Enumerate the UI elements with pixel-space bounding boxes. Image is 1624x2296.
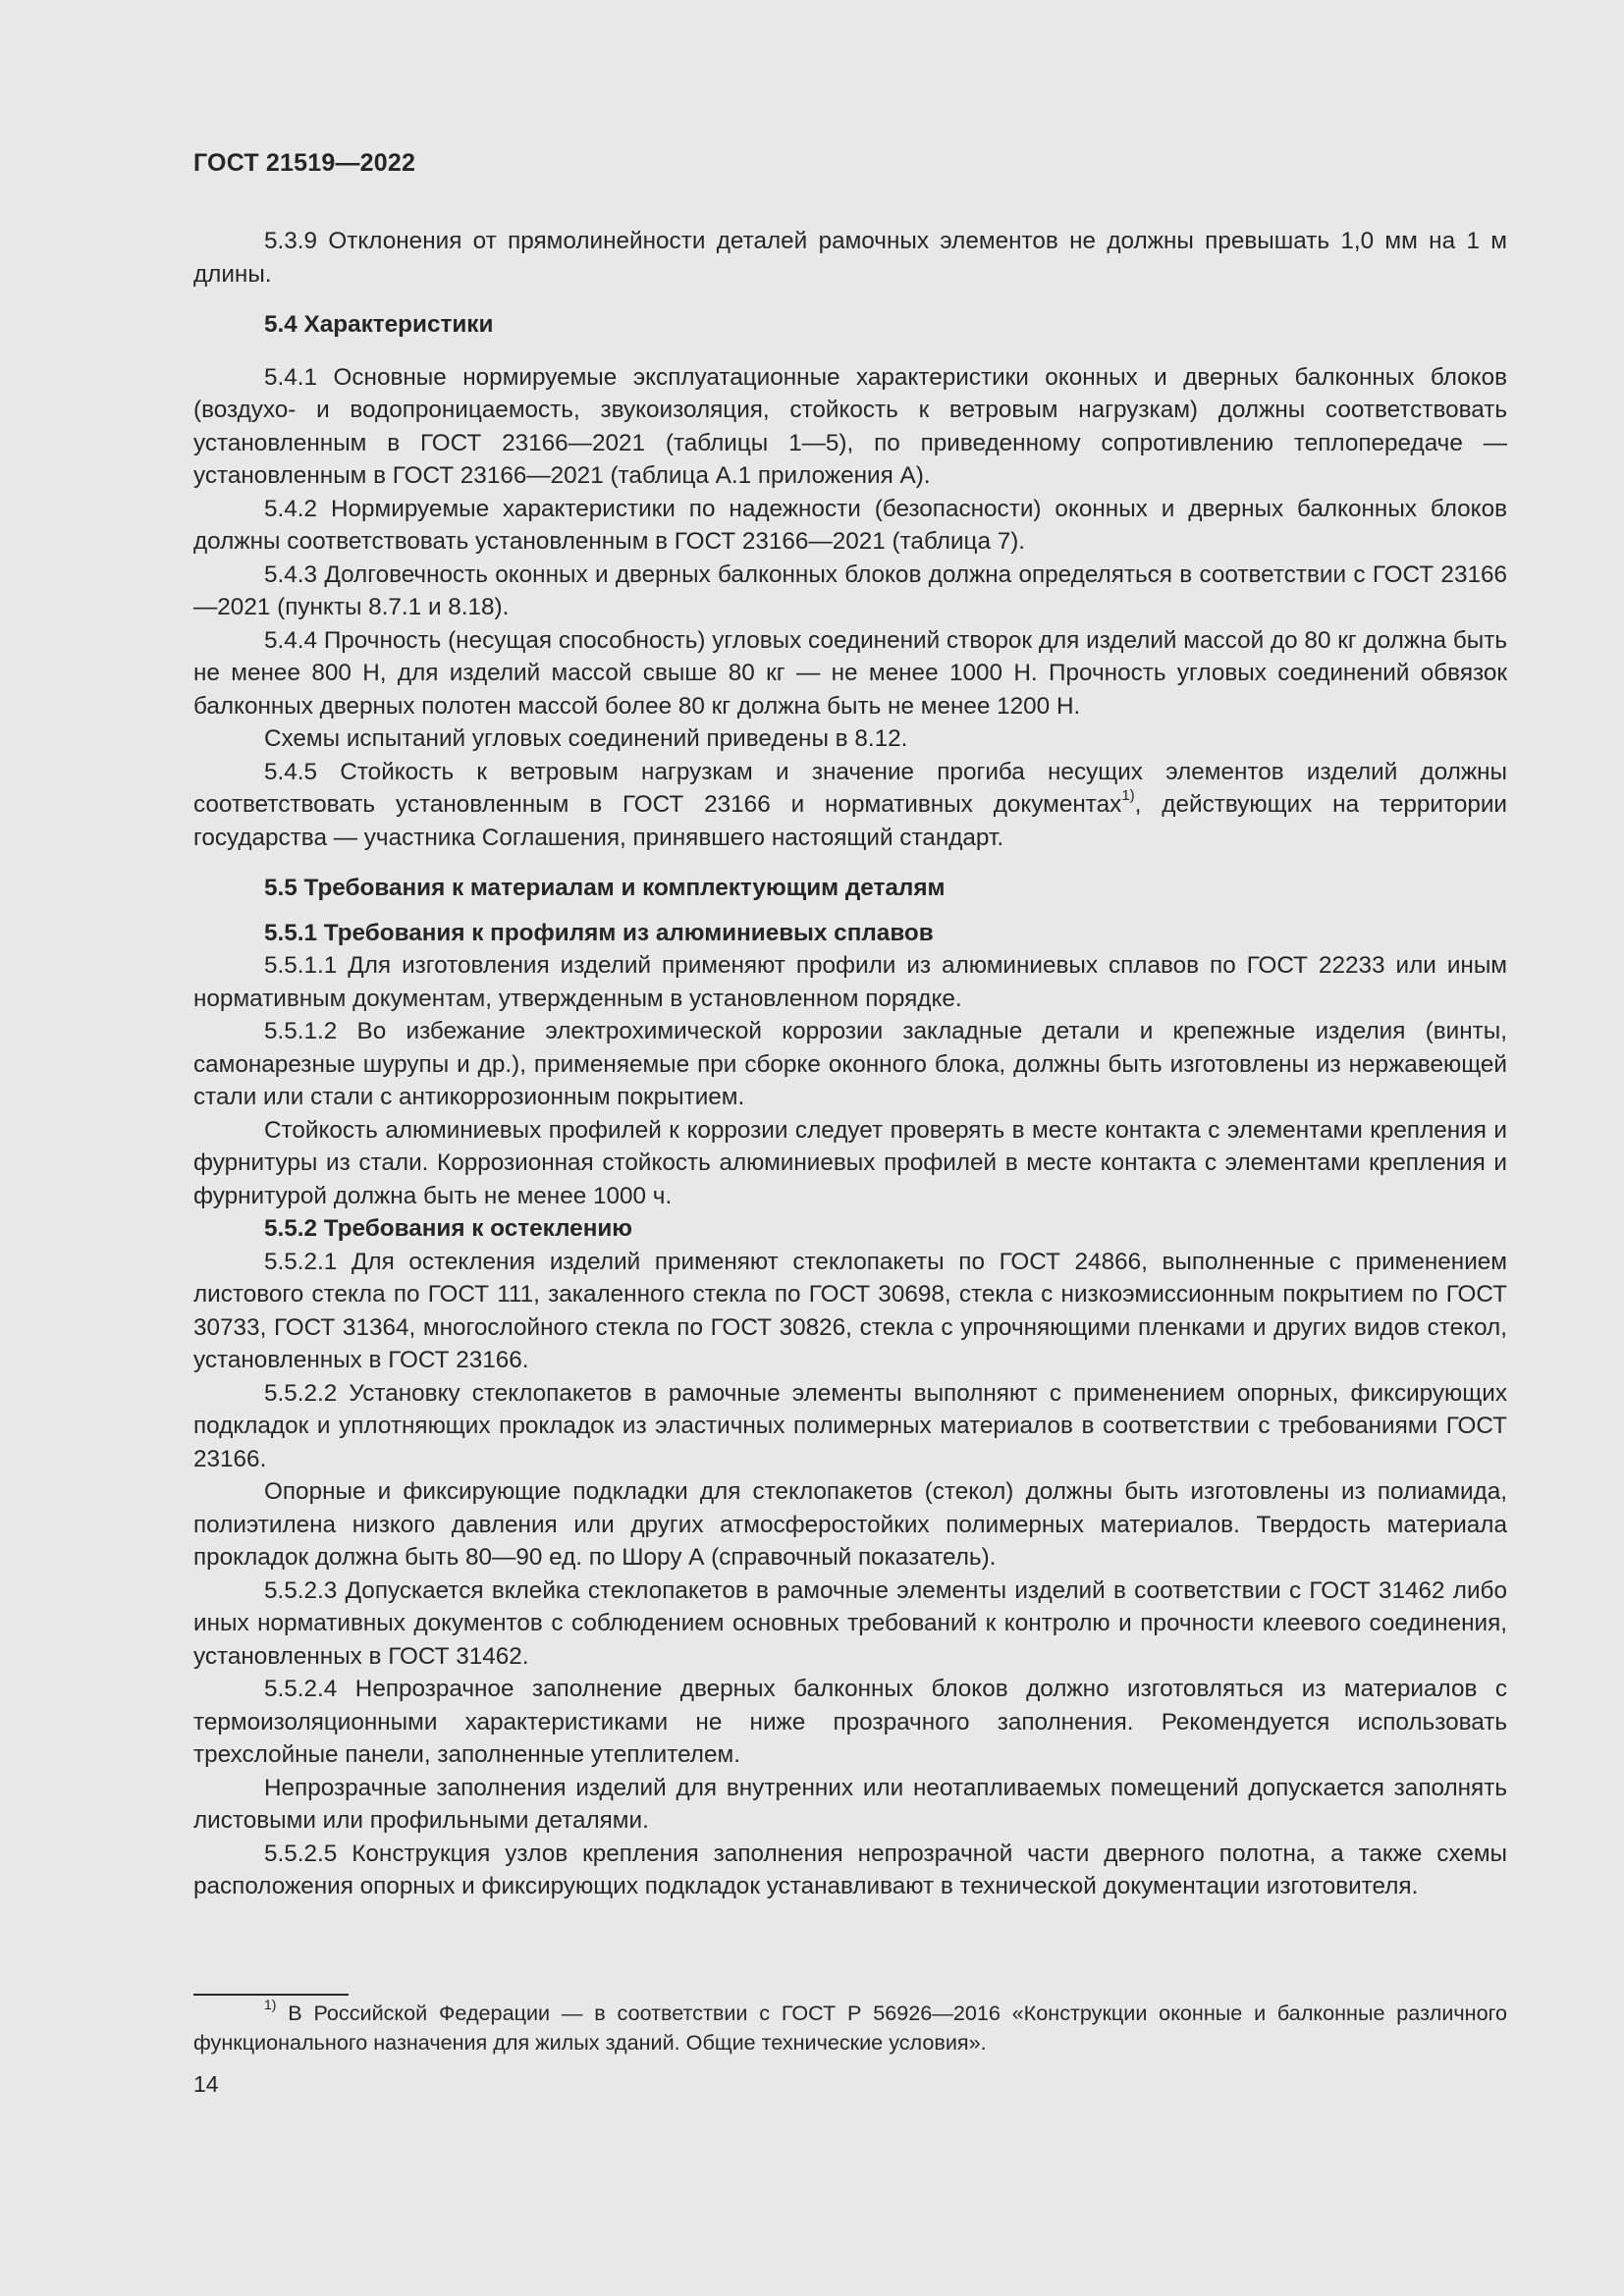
clause-5-5-2-2: 5.5.2.2 Установку стеклопакетов в рамочные элементы выполняют с применением опорных, фиксирующих подкладок и уплотняющих прокладок из эластичных полимерных материалов в соответствии с требованиями ГОСТ 23166. — [193, 1379, 1507, 1472]
document-header: ГОСТ 21519—2022 — [193, 149, 416, 177]
clause-5-4-4: 5.4.4 Прочность (несущая способность) угловых соединений створок для изделий массой до 80 кг должна быть не менее 800 Н, для изделий массой свыше 80 кг — не менее 1000 Н. Прочность угловых соединений обвязок балконных дверных полотен массой более 80 кг должна быть не менее 1200 Н. — [193, 626, 1507, 720]
footnote — [193, 1996, 1507, 2057]
footnote-text: В Российской Федерации — в соответствии с ГОСТ Р 56926—2016 «Конструкции оконные и балконные различного функционального назначения для жилых зданий. Общие технические условия». — [193, 2001, 1507, 2055]
section-heading-5-4: 5.4 Характеристики — [264, 311, 494, 338]
clause-5-4-2: 5.4.2 Нормируемые характеристики по надежности (безопасности) оконных и дверных балконных блоков должны соответствовать установленным в ГОСТ 23166—2021 (таблица 7). — [193, 495, 1507, 555]
footnote-marker: 1) — [264, 1996, 277, 2012]
footnote-reference: 1) — [1121, 786, 1135, 804]
clause-5-4-1: 5.4.1 Основные нормируемые эксплуатационные характеристики оконных и дверных балконных блоков (воздухо- и водопроницаемость, звукоизоляция, стойкость к ветровым нагрузкам) должны соответствовать установленным в ГОСТ 23166—2021 (таблицы 1—5), по приведенному сопротивлению теплопередаче — установленным в ГОСТ 23166—2021 (таблица А.1 приложения А). — [193, 363, 1507, 489]
clause-5-3-9: 5.3.9 Отклонения от прямолинейности деталей рамочных элементов не должны превышать 1,0 мм на 1 м длины. — [193, 228, 1507, 288]
clause-5-5-1-2: 5.5.1.2 Во избежание электрохимической коррозии закладные детали и крепежные изделия (винты, самонарезные шурупы и др.), применяемые при сборке оконного блока, должны быть изготовлены из нержавеющей стали или стали с антикоррозионным покрытием. — [193, 1018, 1507, 1110]
document-page — [193, 0, 1507, 2296]
clause-5-4-5 — [193, 756, 1507, 855]
clause-5-5-1-2-note: Стойкость алюминиевых профилей к коррозии следует проверять в месте контакта с элементами крепления и фурнитуры из стали. Коррозионная стойкость алюминиевых профилей в месте контакта с элементами крепления и фурнитурой должна быть не менее 1000 ч. — [193, 1116, 1507, 1209]
clause-5-5-1-1: 5.5.1.1 Для изготовления изделий применяют профили из алюминиевых сплавов по ГОСТ 22233 или иным нормативным документам, утвержденным в установленном порядке. — [193, 952, 1507, 1012]
clause-5-5-2-5: 5.5.2.5 Конструкция узлов крепления заполнения непрозрачной части дверного полотна, а также схемы расположения опорных и фиксирующих подкладок устанавливают в технической документации изготовителя. — [193, 1840, 1507, 1899]
clause-5-4-3: 5.4.3 Долговечность оконных и дверных балконных блоков должна определяться в соответствии с ГОСТ 23166—2021 (пункты 8.7.1 и 8.18). — [193, 561, 1507, 620]
section-heading-5-5: 5.5 Требования к материалам и комплектующим деталям — [264, 875, 946, 901]
clause-5-5-2-2-note: Опорные и фиксирующие подкладки для стеклопакетов (стекол) должны быть изготовлены из полиамида, полиэтилена низкого давления или других атмосферостойких полимерных материалов. Твердость материала прокладок должна быть 80—90 ед. по Шору А (справочный показатель). — [193, 1478, 1507, 1571]
clause-5-5-2-4-note: Непрозрачные заполнения изделий для внутренних или неотапливаемых помещений допускается заполнять листовыми или профильными деталями. — [193, 1774, 1507, 1834]
footnote-divider — [193, 1994, 349, 1996]
clause-5-5-2-3: 5.5.2.3 Допускается вклейка стеклопакетов в рамочные элементы изделий в соответствии с ГОСТ 31462 либо иных нормативных документов с соблюдением основных требований к контролю и прочности клеевого соединения, установленных в ГОСТ 31462. — [193, 1576, 1507, 1670]
clause-5-4-5-text-b: , действующих на территории государства — участника Соглашения, принявшего настоящий стандарт. — [193, 791, 1507, 851]
clause-5-4-4-note: Схемы испытаний угловых соединений приведены в 8.12. — [264, 725, 908, 752]
subsection-heading-5-5-2: 5.5.2 Требования к остеклению — [264, 1215, 633, 1242]
subsection-heading-5-5-1: 5.5.1 Требования к профилям из алюминиевых сплавов — [264, 919, 934, 946]
document-body — [193, 225, 1507, 1903]
clause-5-5-2-4: 5.5.2.4 Непрозрачное заполнение дверных балконных блоков должно изготовляться из материалов с термоизоляционными характеристиками не ниже прозрачного заполнения. Рекомендуется использовать трехслойные панели, заполненные утеплителем. — [193, 1676, 1507, 1768]
clause-5-4-5-text-a: 5.4.5 Стойкость к ветровым нагрузкам и значение прогиба несущих элементов изделий должны соответствовать установленным в ГОСТ 23166 и нормативных документах — [193, 758, 1507, 818]
clause-5-5-2-1: 5.5.2.1 Для остекления изделий применяют стеклопакеты по ГОСТ 24866, выполненные с применением листового стекла по ГОСТ 111, закаленного стекла по ГОСТ 30698, стекла с низкоэмиссионным покрытием по ГОСТ 30733, ГОСТ 31364, многослойного стекла по ГОСТ 30826, стекла с упрочняющими пленками и других видов стекол, установленных в ГОСТ 23166. — [193, 1248, 1507, 1373]
page-number: 14 — [193, 2071, 219, 2097]
